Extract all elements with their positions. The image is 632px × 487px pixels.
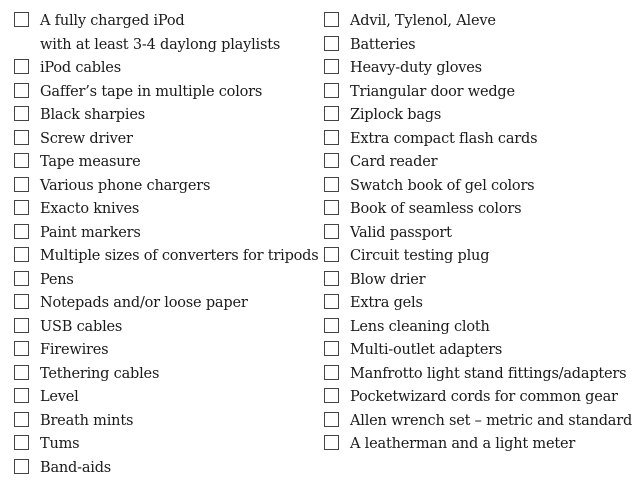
- checklist-item-multiple-sizes-of-converters-for-tripods[interactable]: [14, 245, 319, 269]
- checklist-item-manfrotto-light-stand-fittings-adapters[interactable]: [324, 363, 627, 387]
- checklist-item-label: USB cables: [40, 318, 123, 335]
- checklist-item-label: Firewires: [40, 342, 109, 358]
- checklist-item-label: Batteries: [350, 36, 416, 53]
- checkbox[interactable]: [14, 412, 29, 427]
- checklist-item-pens[interactable]: [14, 269, 314, 293]
- checklist-item-exacto-knives[interactable]: [14, 198, 314, 222]
- checklist-item-usb-cables[interactable]: [14, 316, 314, 340]
- checklist-item-circuit-testing-plug[interactable]: [324, 245, 596, 269]
- checklist-item-label: Extra compact flash cards: [350, 130, 538, 147]
- checkbox[interactable]: [14, 153, 29, 168]
- checklist-item-label: Notepads and/or loose paper: [40, 295, 248, 311]
- checklist-item-label: Gaffer’s tape in multiple colors: [40, 83, 263, 100]
- checklist-item-gaffer-s-tape-in-multiple-colors[interactable]: [14, 81, 314, 105]
- checklist-item-label: Lens cleaning cloth: [350, 318, 490, 335]
- checklist-item-various-phone-chargers[interactable]: [14, 175, 314, 199]
- checkbox[interactable]: [324, 294, 339, 309]
- checkbox[interactable]: [14, 459, 29, 474]
- checklist-item-label: Tums: [40, 436, 80, 452]
- checklist-item-label: Multiple sizes of converters for tripods: [40, 248, 319, 264]
- checkbox[interactable]: [14, 435, 29, 450]
- checklist-item-label: Level: [40, 389, 79, 405]
- checklist-item-label: Screw driver: [40, 130, 133, 147]
- checkbox[interactable]: [324, 59, 339, 74]
- checkbox[interactable]: [324, 153, 339, 168]
- checkbox[interactable]: [14, 130, 29, 145]
- checklist-item-paint-markers[interactable]: [14, 222, 314, 246]
- checkbox[interactable]: [324, 435, 339, 450]
- checklist-item-label: Various phone chargers: [40, 177, 211, 194]
- checklist-item-valid-passport[interactable]: [324, 222, 596, 246]
- checklist-item-black-sharpies[interactable]: [14, 104, 314, 128]
- checkbox[interactable]: [324, 224, 339, 239]
- checklist-item-a-leatherman-and-a-light-meter[interactable]: [324, 433, 596, 457]
- checklist-item-multi-outlet-adapters[interactable]: [324, 339, 596, 363]
- checkbox[interactable]: [324, 247, 339, 262]
- checkbox[interactable]: [14, 271, 29, 286]
- checkbox[interactable]: [14, 365, 29, 380]
- checklist-item-label: Pocketwizard cords for common gear: [350, 389, 618, 405]
- checklist-item-tethering-cables[interactable]: [14, 363, 314, 387]
- checklist-item-level[interactable]: [14, 386, 314, 410]
- checklist-item-heavy-duty-gloves[interactable]: [324, 57, 596, 81]
- checkbox[interactable]: [14, 177, 29, 192]
- checklist-item-advil-tylenol-aleve[interactable]: [324, 10, 596, 34]
- checkbox[interactable]: [14, 294, 29, 309]
- checklist-item-pocketwizard-cords-for-common-gear[interactable]: [324, 386, 618, 410]
- checklist-left-column: [14, 10, 319, 480]
- checkbox[interactable]: [14, 388, 29, 403]
- checklist-item-lens-cleaning-cloth[interactable]: [324, 316, 596, 340]
- checklist-item-label: with at least 3-4 daylong playlists: [40, 36, 281, 53]
- checkbox[interactable]: [14, 200, 29, 215]
- checkbox[interactable]: [324, 341, 339, 356]
- checklist-item-label: Swatch book of gel colors: [350, 177, 535, 194]
- checklist-item-extra-gels[interactable]: [324, 292, 596, 316]
- checkbox[interactable]: [324, 130, 339, 145]
- checklist-item-label: Card reader: [350, 154, 438, 170]
- checklist-item-blow-drier[interactable]: [324, 269, 596, 293]
- checkbox[interactable]: [14, 224, 29, 239]
- checklist-item-screw-driver[interactable]: [14, 128, 314, 152]
- checkbox[interactable]: [14, 318, 29, 333]
- checklist-item-swatch-book-of-gel-colors[interactable]: [324, 175, 596, 199]
- checklist-item-allen-wrench-set-metric-and-standard[interactable]: [324, 410, 632, 434]
- checkbox[interactable]: [14, 247, 29, 262]
- checklist-item-label: Allen wrench set – metric and standard: [350, 412, 632, 429]
- checkbox[interactable]: [14, 83, 29, 98]
- checklist-right-column: [324, 10, 632, 457]
- checkbox[interactable]: [324, 36, 339, 51]
- checklist-item-label: Exacto knives: [40, 201, 140, 217]
- checklist-item-label: Triangular door wedge: [350, 83, 515, 100]
- checklist-item-label: Band-aids: [40, 459, 112, 476]
- checklist-item-label: Ziplock bags: [350, 107, 442, 123]
- checklist-item-band-aids[interactable]: [14, 457, 314, 481]
- checklist-item-label: Tethering cables: [40, 365, 160, 382]
- checklist-item-batteries[interactable]: [324, 34, 596, 58]
- checklist-item-notepads-and-or-loose-paper[interactable]: [14, 292, 314, 316]
- checkbox[interactable]: [324, 365, 339, 380]
- checklist-item-label: Manfrotto light stand fittings/adapters: [350, 365, 627, 382]
- checkbox[interactable]: [324, 106, 339, 121]
- checklist-item-label: Pens: [40, 271, 74, 288]
- checklist-item-ipod-cables[interactable]: [14, 57, 314, 81]
- checklist-item-label: Book of seamless colors: [350, 201, 522, 217]
- checklist-item-tums[interactable]: [14, 433, 314, 457]
- checklist-item-breath-mints[interactable]: [14, 410, 314, 434]
- checklist-item-label: Blow drier: [350, 271, 426, 288]
- checklist-item-card-reader[interactable]: [324, 151, 596, 175]
- checklist-item-continuation: [14, 34, 314, 58]
- checkbox[interactable]: [324, 200, 339, 215]
- checklist-item-label: Black sharpies: [40, 107, 145, 123]
- checkbox[interactable]: [14, 59, 29, 74]
- checkbox[interactable]: [14, 12, 29, 27]
- checklist-item-label: iPod cables: [40, 60, 121, 76]
- checklist-item-label: Extra gels: [350, 295, 423, 311]
- checkbox[interactable]: [324, 412, 339, 427]
- checklist-item-label: Tape measure: [40, 154, 141, 170]
- checklist-item-label: Advil, Tylenol, Aleve: [350, 13, 496, 29]
- checklist-item-label: Valid passport: [350, 224, 452, 241]
- checkbox[interactable]: [324, 12, 339, 27]
- checkbox[interactable]: [324, 271, 339, 286]
- checklist-item-label: A leatherman and a light meter: [350, 436, 576, 452]
- checkbox[interactable]: [324, 83, 339, 98]
- checkbox[interactable]: [324, 318, 339, 333]
- checkbox[interactable]: [324, 388, 339, 403]
- checkbox[interactable]: [14, 106, 29, 121]
- checkbox[interactable]: [324, 177, 339, 192]
- checklist-item-book-of-seamless-colors[interactable]: [324, 198, 596, 222]
- checklist-item-label: Paint markers: [40, 224, 141, 241]
- checklist-item-a-fully-charged-ipod[interactable]: [14, 10, 314, 34]
- checklist-item-extra-compact-flash-cards[interactable]: [324, 128, 596, 152]
- checklist-item-firewires[interactable]: [14, 339, 314, 363]
- checklist-item-label: Circuit testing plug: [350, 248, 490, 264]
- checklist-item-label: A fully charged iPod: [40, 13, 185, 29]
- checklist-item-label: Heavy-duty gloves: [350, 60, 482, 76]
- checklist-item-label: Breath mints: [40, 412, 134, 429]
- checklist-item-label: Multi-outlet adapters: [350, 342, 503, 358]
- checklist-item-ziplock-bags[interactable]: [324, 104, 596, 128]
- checklist-item-triangular-door-wedge[interactable]: [324, 81, 596, 105]
- checklist-item-tape-measure[interactable]: [14, 151, 314, 175]
- checkbox[interactable]: [14, 341, 29, 356]
